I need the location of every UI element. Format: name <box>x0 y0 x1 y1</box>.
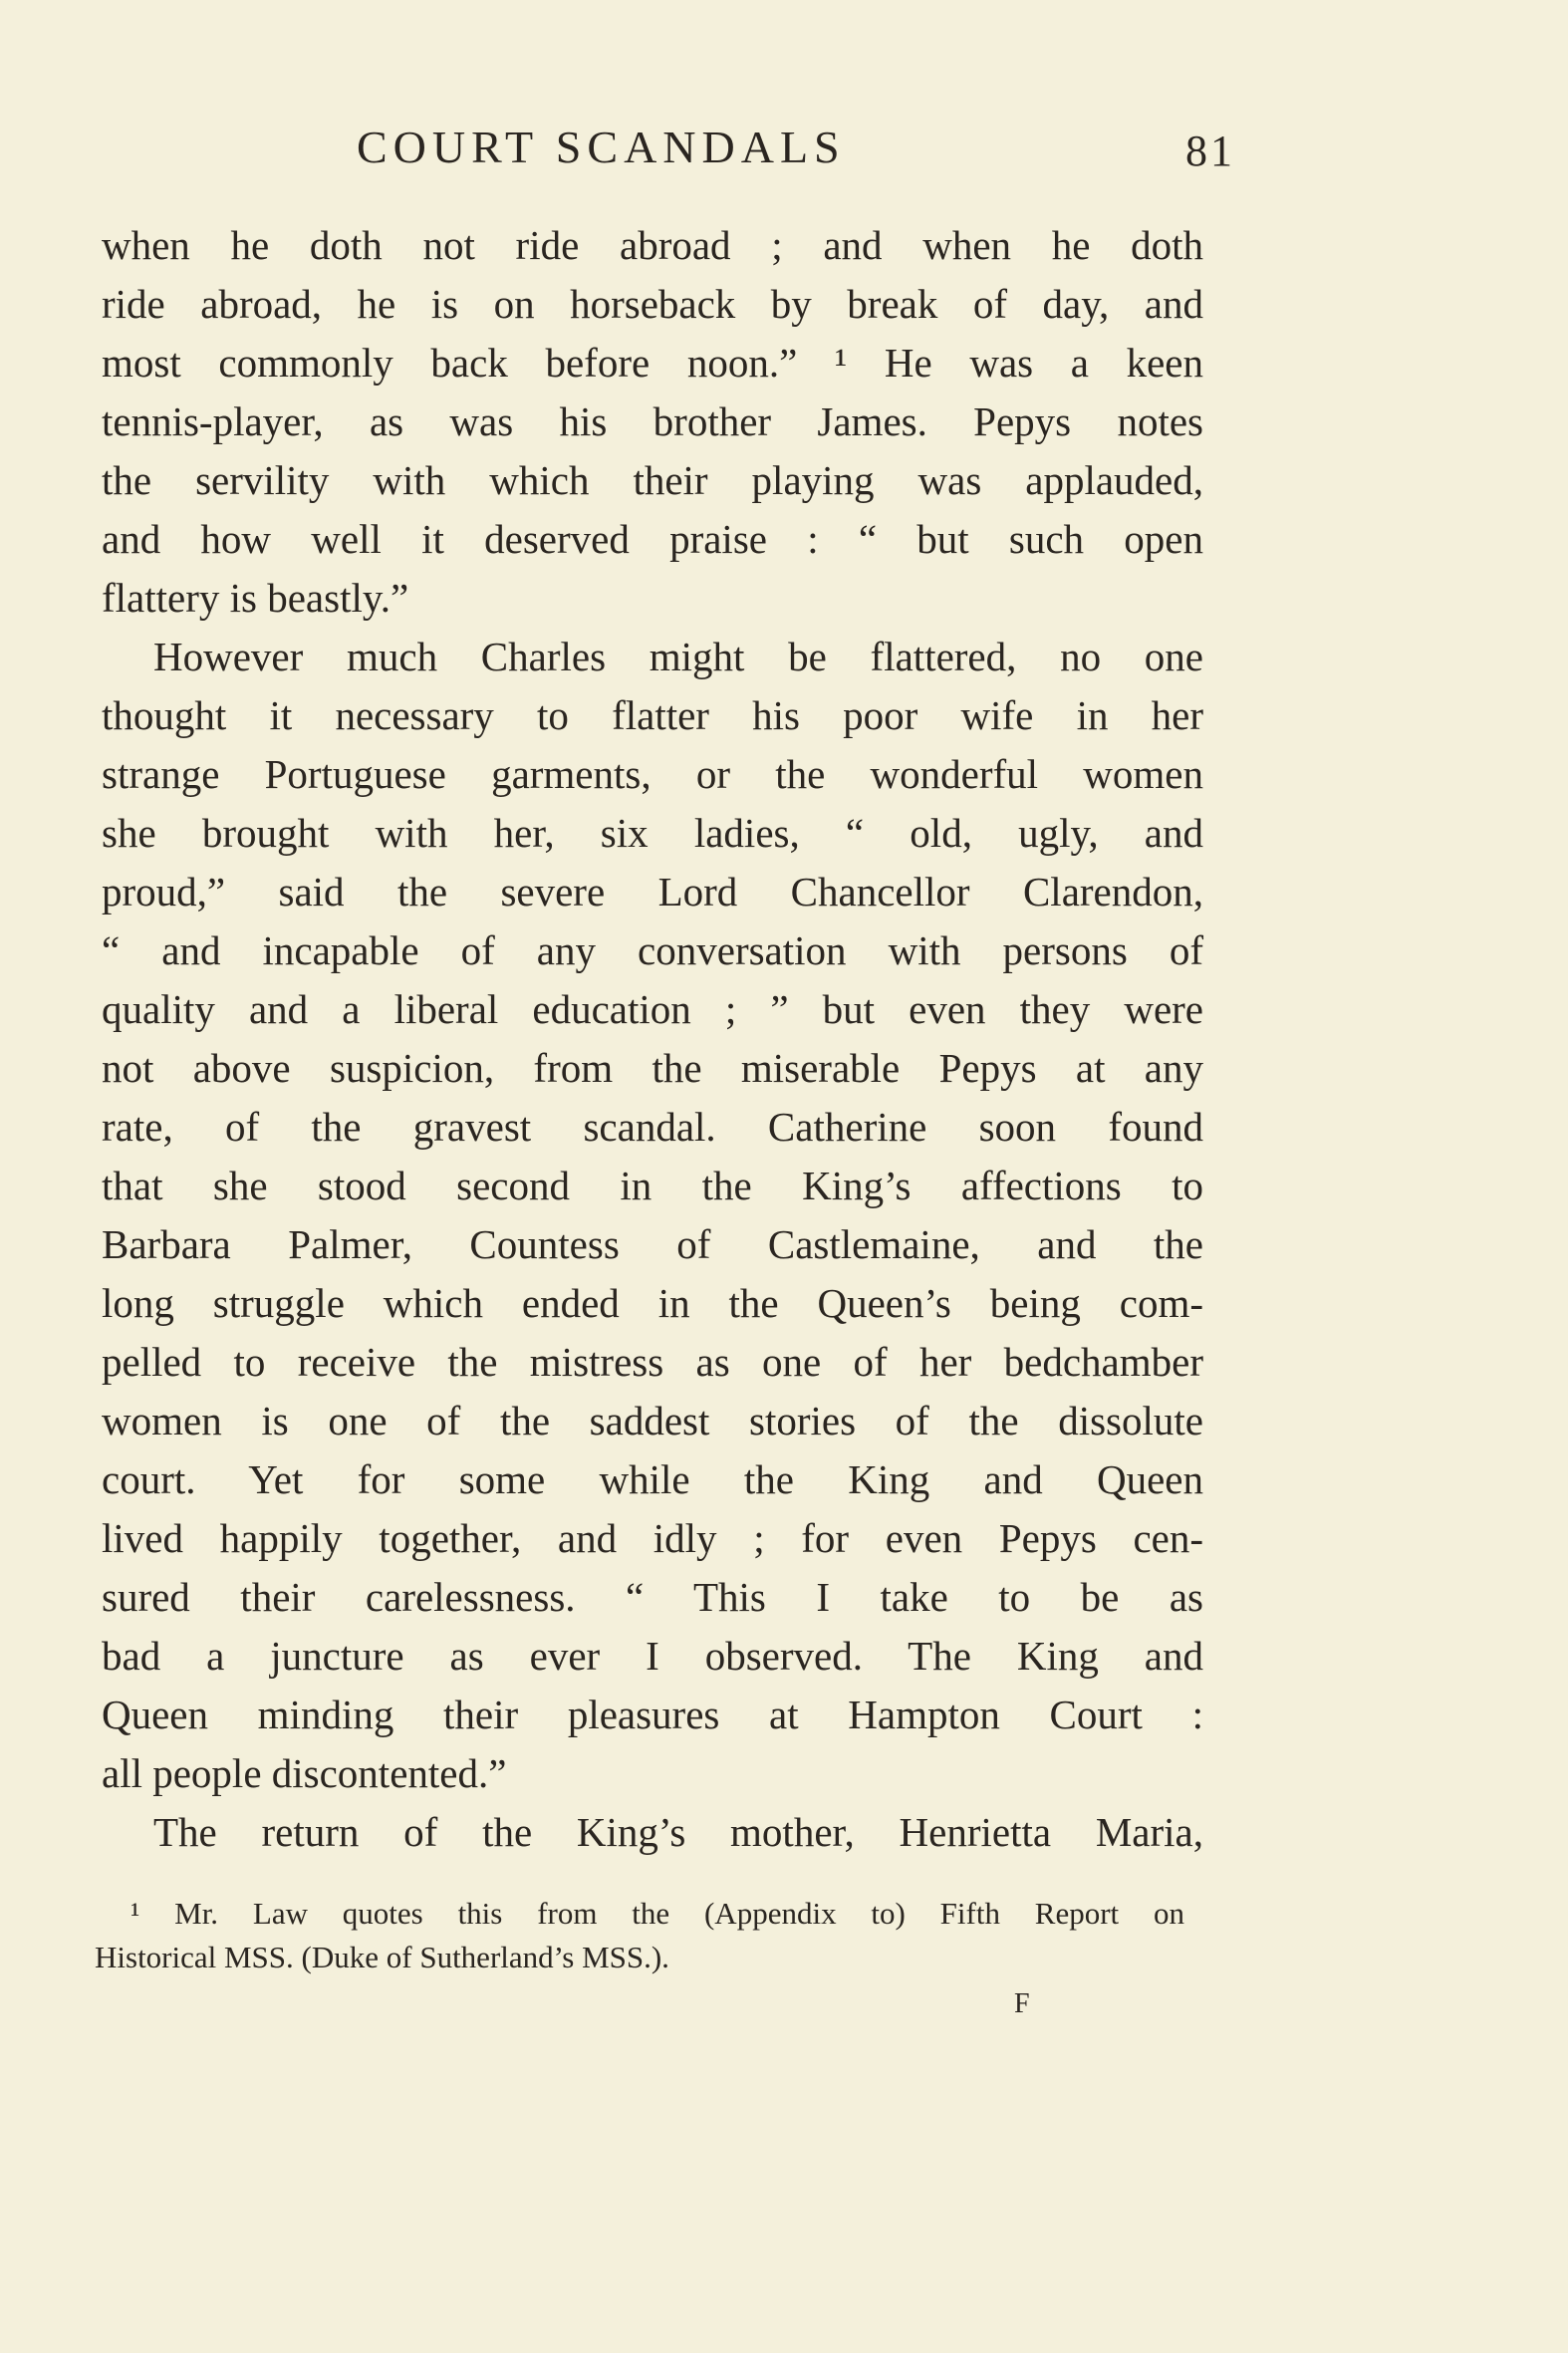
text-line: and how well it deserved praise : “ but such open <box>102 516 1203 562</box>
text-line: lived happily together, and idly ; for even Pepys cen- <box>102 1515 1203 1561</box>
text-line: she brought with her, six ladies, “ old, ugly, and <box>102 810 1203 856</box>
text-line: ride abroad, he is on horseback by break of day, and <box>102 281 1203 327</box>
text-line: bad a juncture as ever I observed. The King and <box>102 1633 1203 1679</box>
text-line: However much Charles might be flattered, no one <box>153 634 1203 679</box>
text-line: The return of the King’s mother, Henrietta Maria, <box>153 1809 1203 1855</box>
text-line: not above suspicion, from the miserable Pepys at any <box>102 1045 1203 1091</box>
text-line: women is one of the saddest stories of the dissolute <box>102 1398 1203 1443</box>
text-line: tennis-player, as was his brother James. Pepys notes <box>102 398 1203 444</box>
text-line: sured their carelessness. “ This I take to be as <box>102 1574 1203 1620</box>
text-line: thought it necessary to flatter his poor wife in her <box>102 692 1203 738</box>
footnote-line: Historical MSS. (Duke of Sutherland’s MSS.). <box>95 1940 669 1974</box>
footnote <box>95 1892 1184 1979</box>
footnote-line: ¹ Mr. Law quotes this from the (Appendix to) Fifth Report on <box>131 1896 1184 1931</box>
text-line: that she stood second in the King’s affections to <box>102 1163 1203 1208</box>
text-line: Barbara Palmer, Countess of Castlemaine, and the <box>102 1221 1203 1267</box>
text-line: “ and incapable of any conversation with persons of <box>102 927 1203 973</box>
page-number: 81 <box>1185 127 1235 175</box>
text-line: flattery is beastly.” <box>102 575 409 621</box>
body-text <box>102 216 1203 1862</box>
signature-mark: F <box>1014 1988 1030 2019</box>
text-line: Queen minding their pleasures at Hampton Court : <box>102 1692 1203 1737</box>
text-line: the servility with which their playing was applauded, <box>102 457 1203 503</box>
text-line: when he doth not ride abroad ; and when he doth <box>102 222 1203 268</box>
text-line: proud,” said the severe Lord Chancellor Clarendon, <box>102 869 1203 915</box>
text-line: rate, of the gravest scandal. Catherine soon found <box>102 1104 1203 1150</box>
text-line: pelled to receive the mistress as one of her bedchamber <box>102 1339 1203 1385</box>
text-line: all people discontented.” <box>102 1750 507 1796</box>
text-line: quality and a liberal education ; ” but even they were <box>102 986 1203 1032</box>
text-line: long struggle which ended in the Queen’s being com- <box>102 1280 1203 1326</box>
text-line: most commonly back before noon.” ¹ He was a keen <box>102 340 1203 386</box>
running-title: COURT SCANDALS <box>357 122 846 172</box>
text-line: court. Yet for some while the King and Queen <box>102 1456 1203 1502</box>
text-line: strange Portuguese garments, or the wonderful women <box>102 751 1203 797</box>
